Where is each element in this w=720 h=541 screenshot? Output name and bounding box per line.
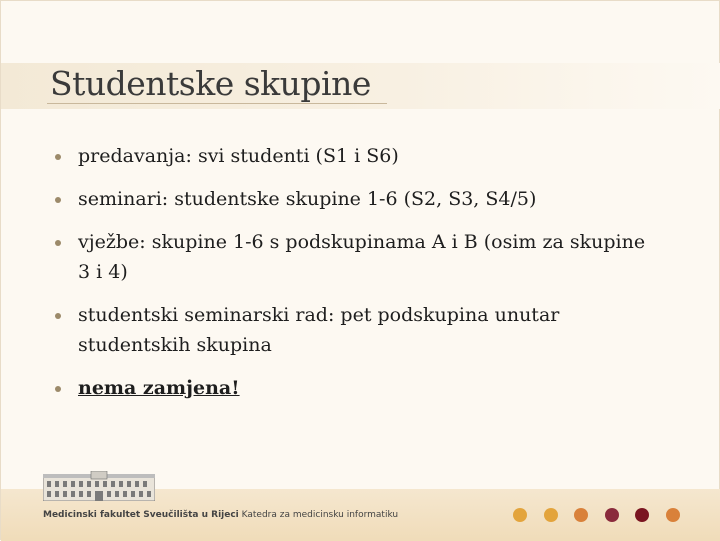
bullet-icon [55,313,61,319]
decorative-dots [513,508,683,524]
title-underline [47,103,387,104]
list-item [49,227,649,287]
list-item [49,184,649,214]
slide-title: Studentske skupine [50,64,371,103]
bullet-list [49,141,649,416]
decorative-dot [666,508,680,522]
bullet-icon [55,197,61,203]
decorative-dot [605,508,619,522]
list-item [49,141,649,171]
decorative-dot [574,508,588,522]
list-item-text: predavanja: svi studenti (S1 i S6) [78,145,399,167]
list-item-text: studentski seminarski rad: pet podskupina unutar studentskih skupina [78,304,560,356]
decorative-dot [635,508,649,522]
footer-institution: Medicinski fakultet Sveučilišta u Rijeci [43,510,239,520]
list-item-text: seminari: studentske skupine 1-6 (S2, S3, S4/5) [78,188,537,210]
list-item [49,300,649,360]
faculty-building-icon [43,471,155,501]
footer-caption [43,510,398,520]
footer-department: Katedra za medicinsku informatiku [241,510,399,520]
bullet-icon [55,240,61,246]
list-item-text-emphasis: nema zamjena! [78,377,240,399]
decorative-dot [513,508,527,522]
decorative-dot [544,508,558,522]
bullet-icon [55,386,61,392]
list-item-text: vježbe: skupine 1-6 s podskupinama A i B (osim za skupine 3 i 4) [78,231,646,283]
list-item [49,373,649,403]
bullet-icon [55,154,61,160]
